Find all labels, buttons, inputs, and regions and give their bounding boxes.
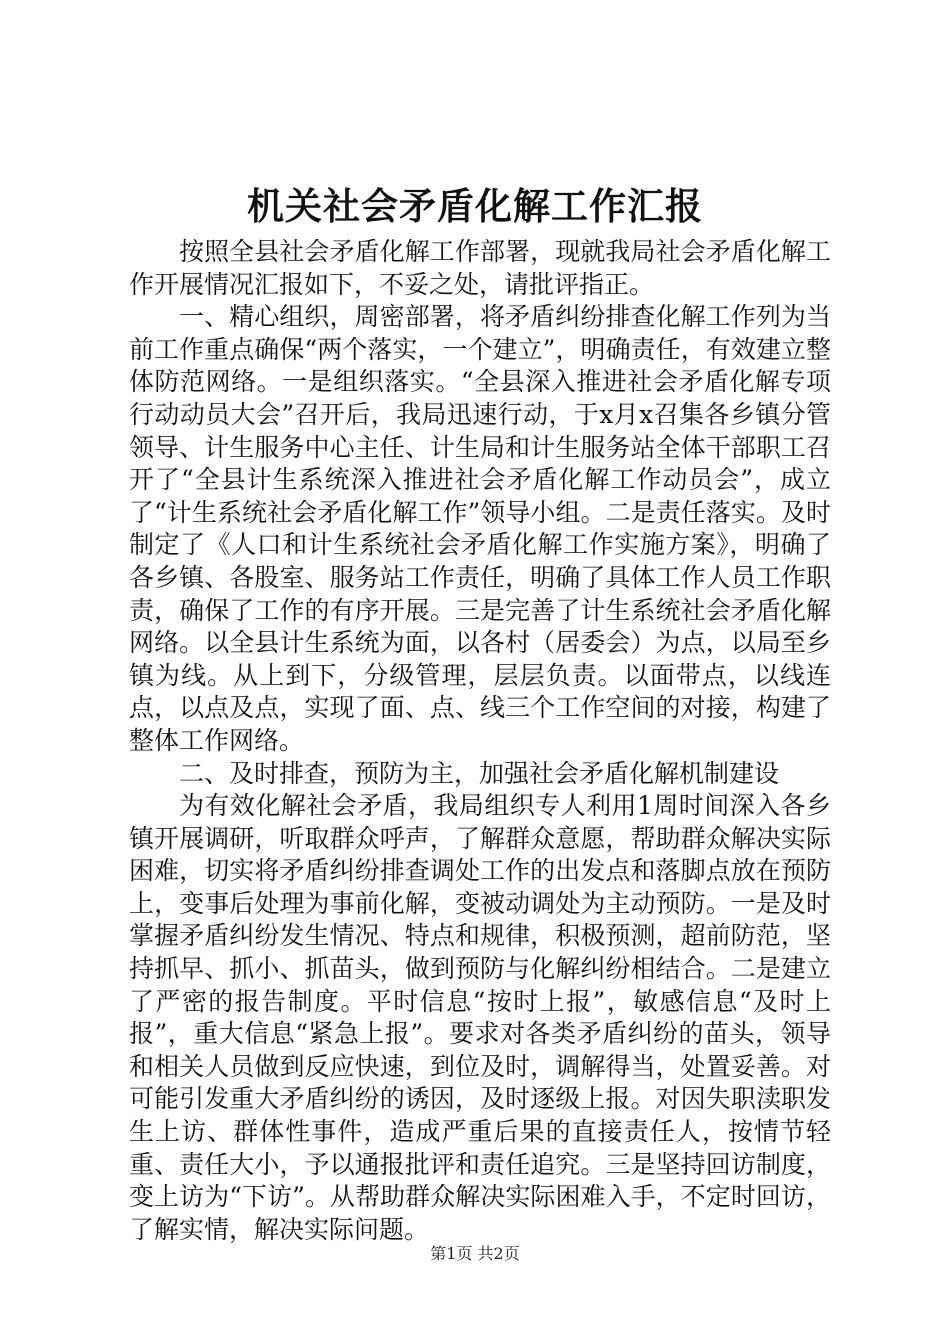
document-title: 机关社会矛盾化解工作汇报 [247, 184, 703, 228]
section-heading-2: 二、及时排查，预防为主，加强社会矛盾化解机制建设 [179, 758, 780, 788]
page-footer: 第1页 共2页 [430, 1244, 520, 1263]
body-paragraph-section-2: 为有效化解社会矛盾，我局组织专人利用1周时间深入各乡镇开展调研，听取群众呼声，了解群众意愿，帮助群众解决实际困难，切实将矛盾纠纷排查调处工作的出发点和落脚点放在预防上，变事后处理为事前化解，变被动调处为主动预防。一是及时掌握矛盾纠纷发生情况、特点和规律，积极预测，超前防范，坚持抓早、抓小、抓苗头，做到预防与化解纠纷相结合。二是建立了严密的报告制度。平时信息“按时上报”，敏感信息“及时上报”，重大信息“紧急上报”。要求对各类矛盾纠纷的苗头，领导和相关人员做到反应快速，到位及时，调解得当，处置妥善。对可能引发重大矛盾纠纷的诱因，及时逐级上报。对因失职渎职发生上访、群体性事件，造成严重后果的直接责任人，按情节轻重、责任大小，予以通报批评和责任追究。三是坚持回访制度，变上访为“下访”。从帮助群众解决实际困难入手，不定时回访，了解实情，解决实际问题。 [129, 791, 831, 1244]
body-paragraph-section-1: 一、精心组织，周密部署，将矛盾纠纷排查化解工作列为当前工作重点确保“两个落实，一个建立”，明确责任，有效建立整体防范网络。一是组织落实。“全县深入推进社会矛盾化解专项行动动员大会”召开后，我局迅速行动，于x月x召集各乡镇分管领导、计生服务中心主任、计生局和计生服务站全体干部职工召开了“全县计生系统深入推进社会矛盾化解工作动员会”，成立了“计生系统社会矛盾化解工作”领导小组。二是责任落实。及时制定了《人口和计生系统社会矛盾化解工作实施方案》，明确了各乡镇、各股室、服务站工作责任，明确了具体工作人员工作职责，确保了工作的有序开展。三是完善了计生系统社会矛盾化解网络。以全县计生系统为面，以各村（居委会）为点，以局至乡镇为线。从上到下，分级管理，层层负责。以面带点，以线连点，以点及点，实现了面、点、线三个工作空间的对接，构建了整体工作网络。 [129, 302, 831, 755]
document-body [129, 236, 831, 1246]
body-paragraph-intro: 按照全县社会矛盾化解工作部署，现就我局社会矛盾化解工作开展情况汇报如下，不妥之处，请批评指正。 [129, 237, 831, 299]
